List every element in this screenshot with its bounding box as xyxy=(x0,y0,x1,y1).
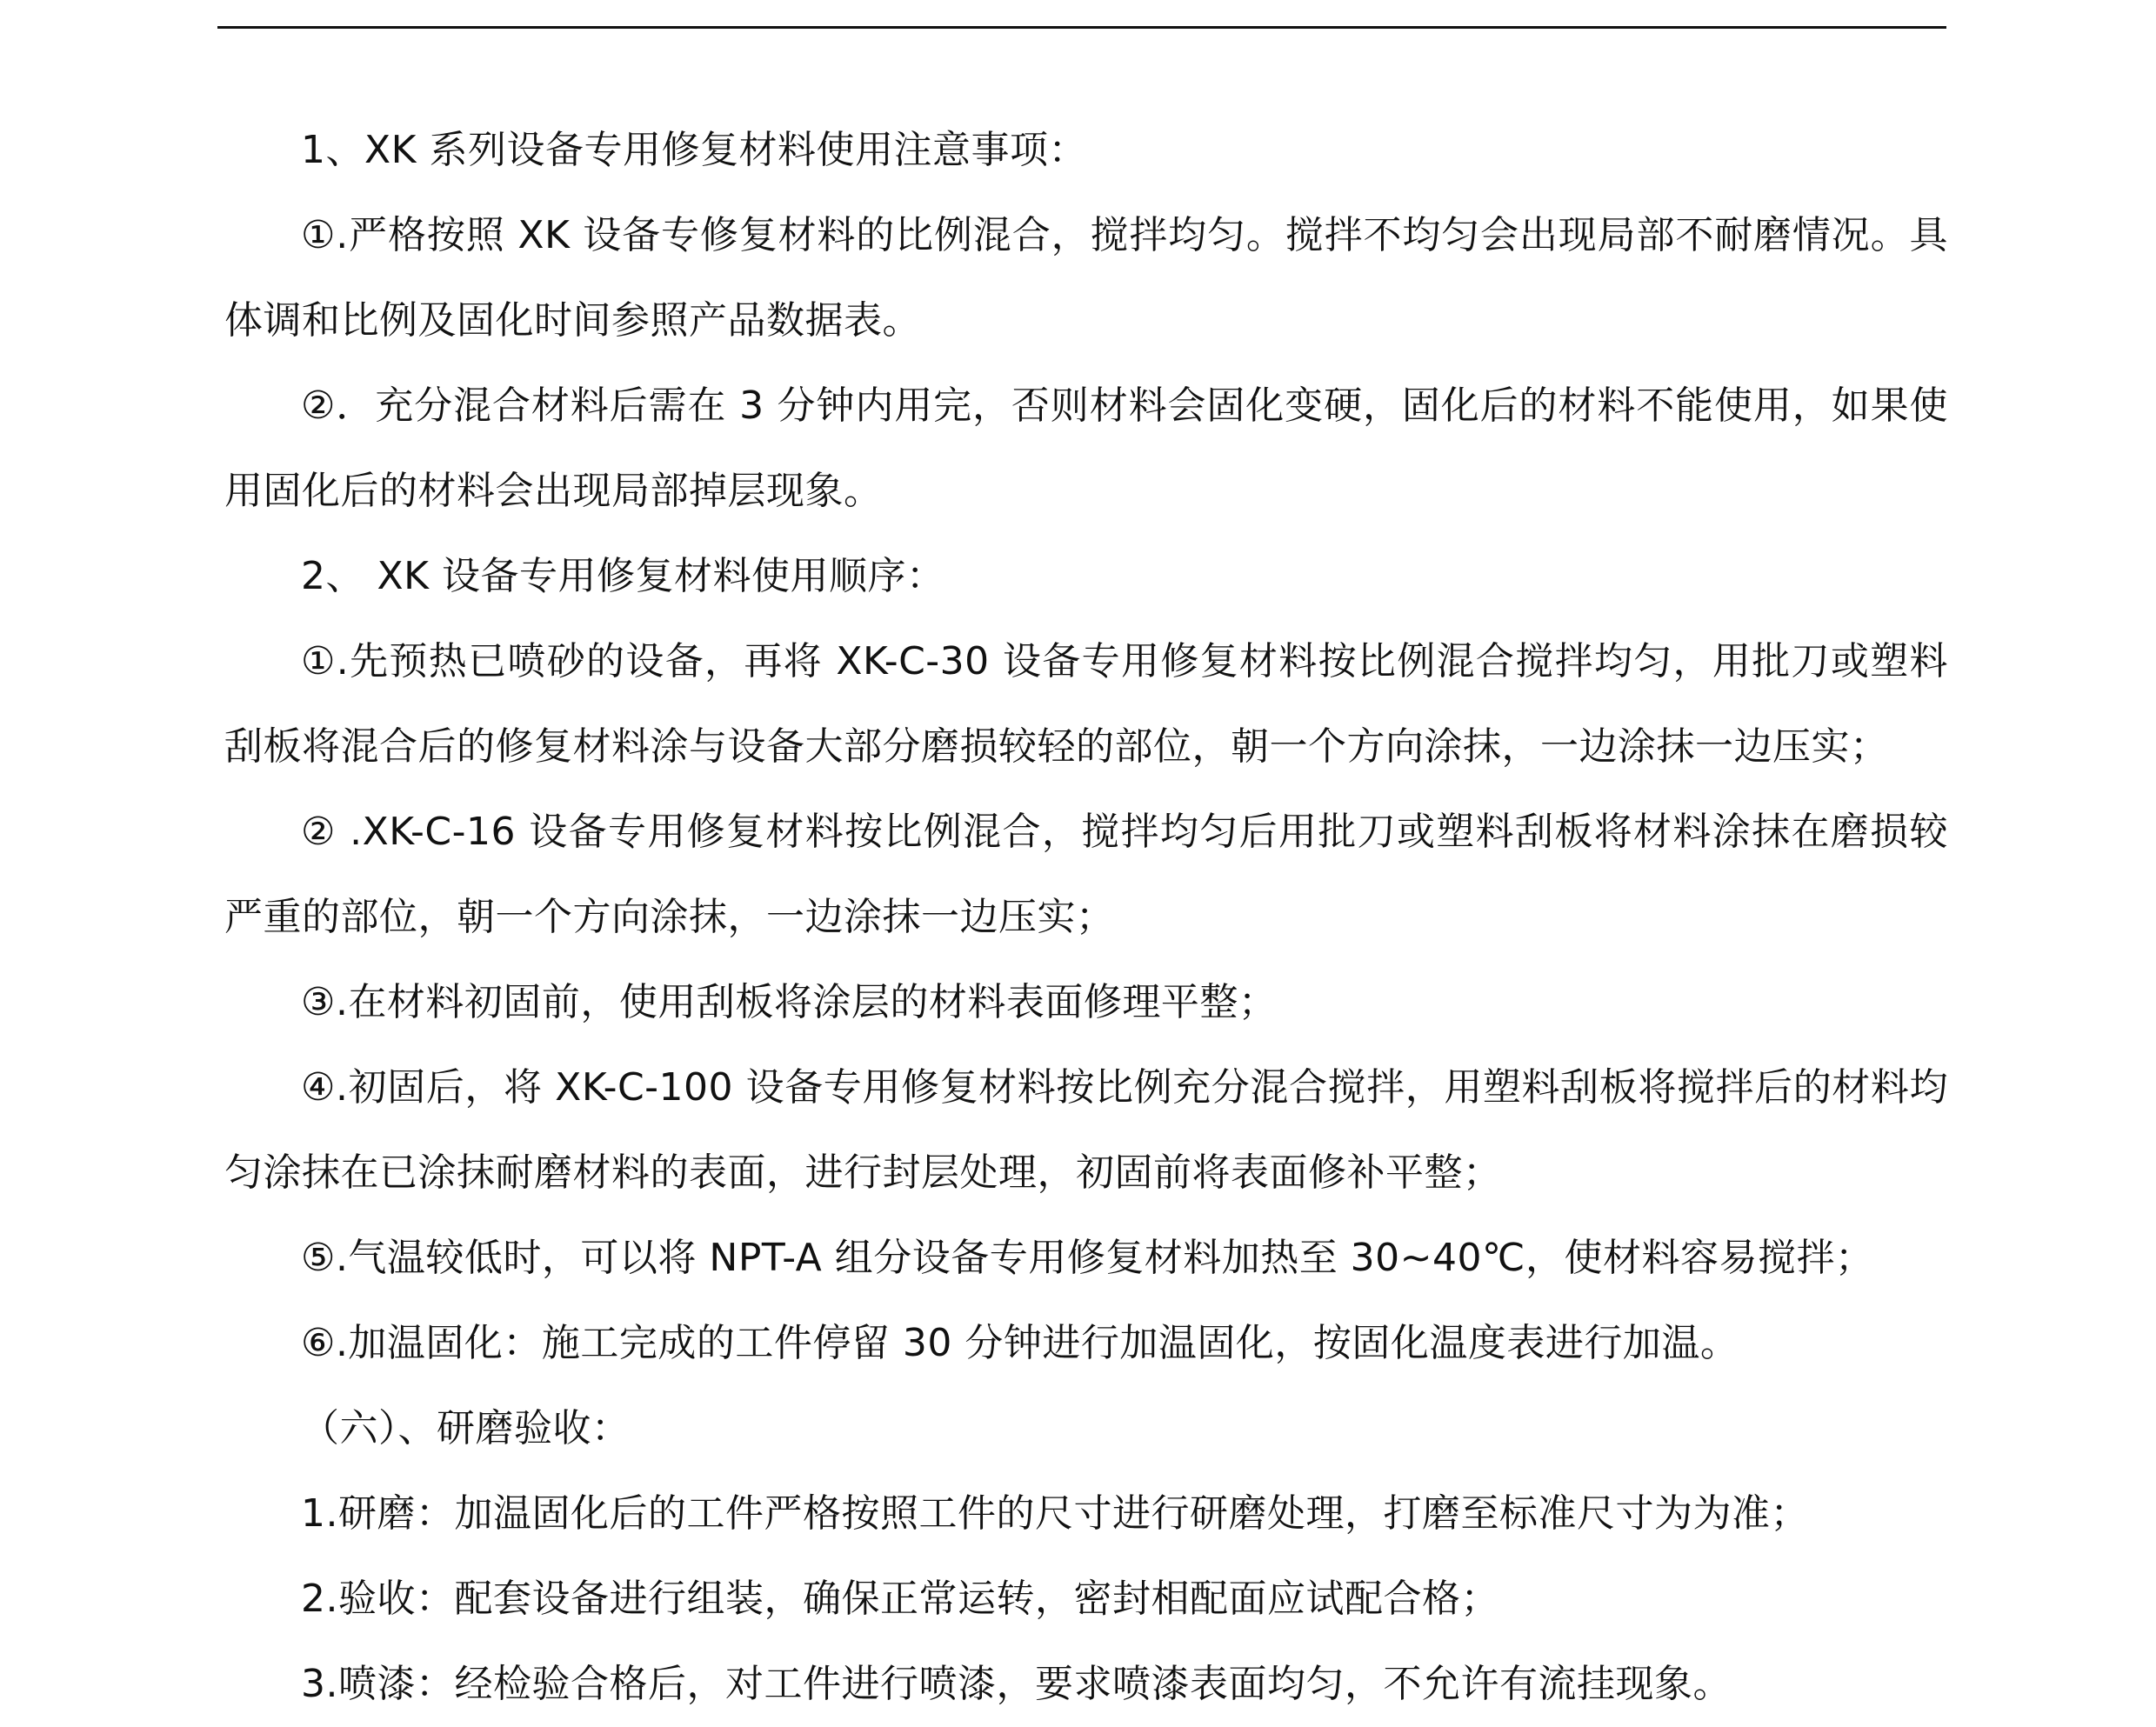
section-1-heading: 1、XK 系列设备专用修复材料使用注意事项： xyxy=(301,128,1087,172)
document-body xyxy=(224,108,1948,1727)
step-1-line-1: ①.先预热已喷砂的设备，再将 XK-C-30 设备专用修复材料按比例混合搅拌均匀，用批刀或塑料 xyxy=(301,639,1948,683)
note-1-line-1: ①.严格按照 XK 设备专修复材料的比例混合，搅拌均匀。搅拌不均匀会出现局部不耐磨情况。具 xyxy=(301,213,1948,257)
acceptance-item-2: 2.验收：配套设备进行组装，确保正常运转，密封相配面应试配合格； xyxy=(301,1577,1499,1621)
acceptance-item-3: 3.喷漆：经检验合格后，对工件进行喷漆，要求喷漆表面均匀，不允许有流挂现象。 xyxy=(301,1662,1732,1706)
step-5-line: ⑤.气温较低时，可以将 NPT-A 组分设备专用修复材料加热至 30~40℃，使材料容易搅拌； xyxy=(301,1236,1874,1280)
step-3-line: ③.在材料初固前，使用刮板将涂层的材料表面修理平整； xyxy=(301,980,1278,1024)
acceptance-item-1: 1.研磨：加温固化后的工件严格按照工件的尺寸进行研磨处理，打磨至标准尺寸为为准； xyxy=(301,1491,1809,1536)
note-2-line-1: ②．充分混合材料后需在 3 分钟内用完，否则材料会固化变硬，固化后的材料不能使用，如果使 xyxy=(301,383,1948,428)
step-6-line: ⑥.加温固化：施工完成的工件停留 30 分钟进行加温固化，按固化温度表进行加温。 xyxy=(301,1321,1739,1365)
step-2-line-2: 严重的部位，朝一个方向涂抹，一边涂抹一边压实； xyxy=(224,895,1115,939)
note-1-line-2: 体调和比例及固化时间参照产品数据表。 xyxy=(224,298,921,343)
step-2-line-1: ② .XK-C-16 设备专用修复材料按比例混合，搅拌均匀后用批刀或塑料刮板将材料涂抹在磨损较 xyxy=(301,810,1948,854)
step-4-line-2: 匀涂抹在已涂抹耐磨材料的表面，进行封层处理，初固前将表面修补平整； xyxy=(224,1150,1502,1195)
section-6-heading: （六）、研磨验收： xyxy=(301,1406,631,1450)
step-1-line-2: 刮板将混合后的修复材料涂与设备大部分磨损较轻的部位，朝一个方向涂抹，一边涂抹一边压实； xyxy=(224,724,1889,769)
note-2-line-2: 用固化后的材料会出现局部掉层现象。 xyxy=(224,469,883,513)
step-4-line-1: ④.初固后，将 XK-C-100 设备专用修复材料按比例充分混合搅拌，用塑料刮板将搅拌后的材料均 xyxy=(301,1065,1948,1110)
section-2-heading: 2、 XK 设备专用修复材料使用顺序： xyxy=(301,554,945,598)
header-rule xyxy=(217,26,1946,29)
